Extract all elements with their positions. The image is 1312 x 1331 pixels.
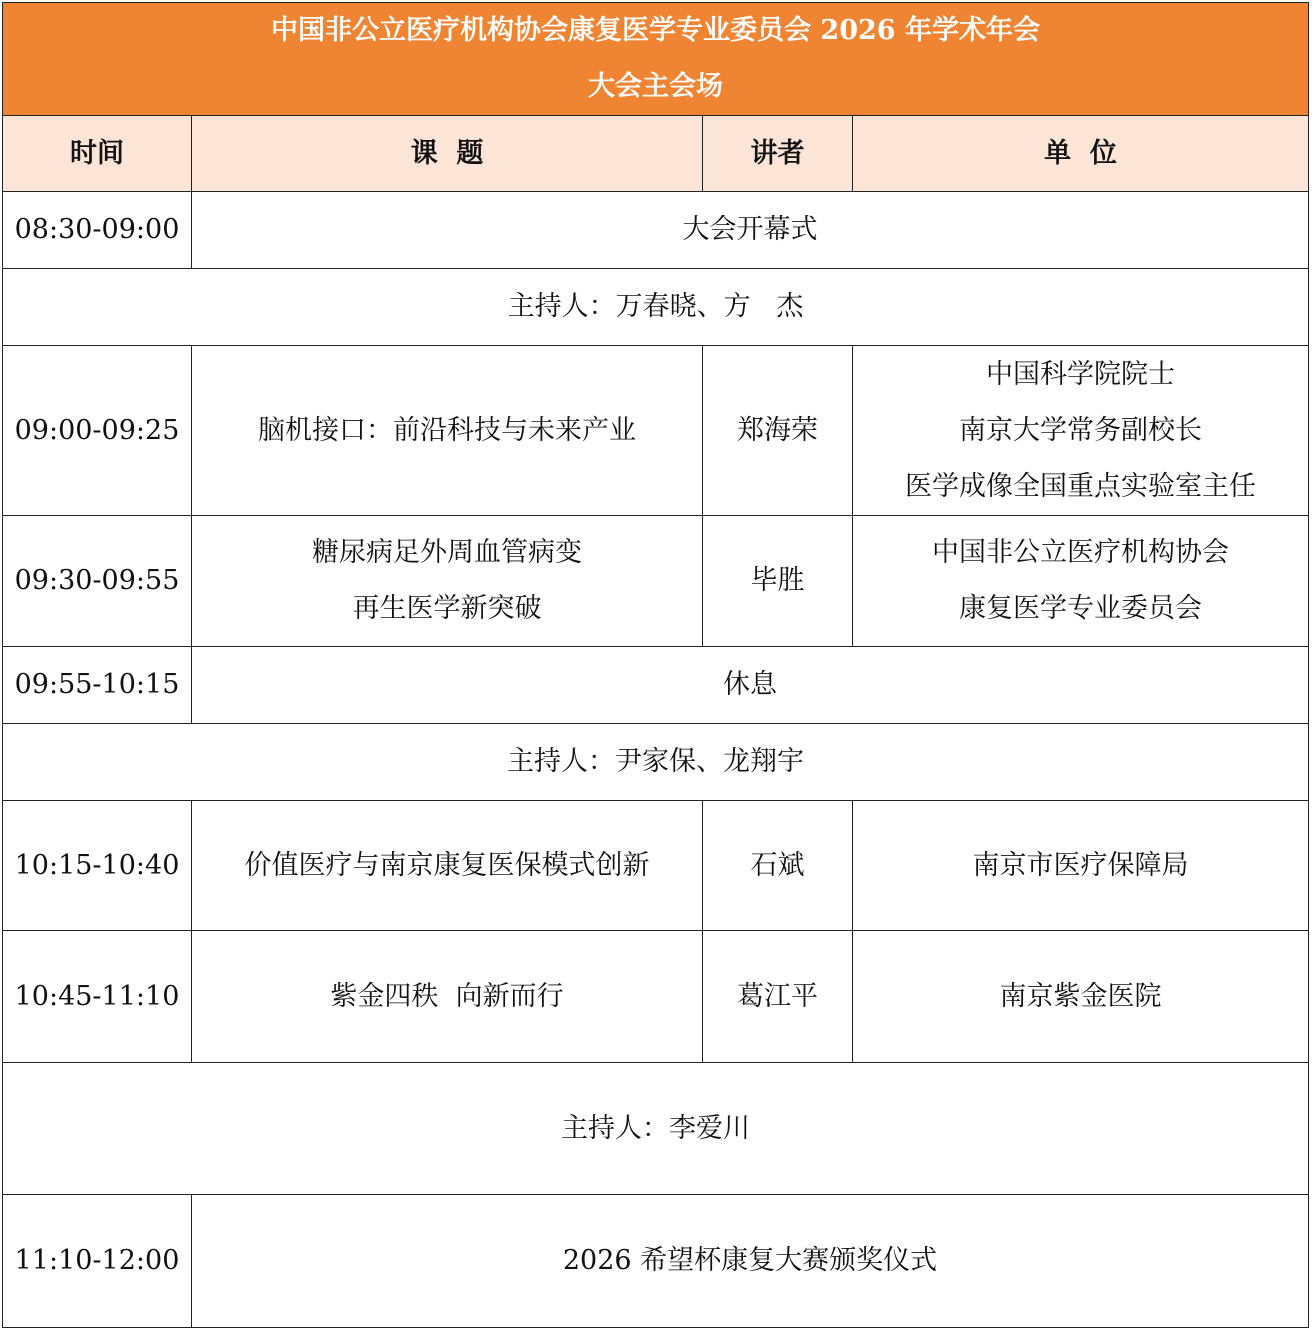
table-row <box>3 346 1309 516</box>
unit-cell: 南京市医疗保障局 <box>853 801 1309 931</box>
speaker-cell: 石斌 <box>703 801 853 931</box>
topic-cell: 紫金四秩 向新而行 <box>192 931 703 1063</box>
unit-cell <box>853 516 1309 647</box>
header-row <box>3 116 1309 192</box>
time-cell: 10:45-11:10 <box>3 931 192 1063</box>
table-row <box>3 931 1309 1063</box>
session-cell: 2026 希望杯康复大赛颁奖仪式 <box>192 1195 1309 1328</box>
header-unit: 单 位 <box>853 116 1309 192</box>
unit-line: 康复医学专业委员会 <box>959 593 1202 624</box>
unit-line: 南京大学常务副校长 <box>959 414 1202 446</box>
time-cell: 09:00-09:25 <box>3 346 192 516</box>
unit-cell: 南京紫金医院 <box>853 931 1309 1063</box>
table-row <box>3 801 1309 931</box>
table-row <box>3 647 1309 724</box>
header-topic: 课 题 <box>192 116 703 192</box>
host-row <box>3 724 1309 801</box>
time-cell: 08:30-09:00 <box>3 192 192 269</box>
schedule-title <box>3 3 1309 116</box>
schedule-table <box>2 2 1309 1328</box>
unit-line: 中国非公立医疗机构协会 <box>932 537 1229 568</box>
speaker-cell: 葛江平 <box>703 931 853 1063</box>
unit-cell <box>853 346 1309 516</box>
speaker-cell: 郑海荣 <box>703 346 853 516</box>
table-row <box>3 192 1309 269</box>
title-row <box>3 3 1309 116</box>
time-cell: 09:30-09:55 <box>3 516 192 647</box>
table-row <box>3 516 1309 647</box>
session-cell: 大会开幕式 <box>192 192 1309 269</box>
topic-cell: 价值医疗与南京康复医保模式创新 <box>192 801 703 931</box>
header-time: 时间 <box>3 116 192 192</box>
host-row <box>3 269 1309 346</box>
venue-title: 大会主会场 <box>588 71 723 102</box>
host-cell: 主持人：李爱川 <box>3 1063 1309 1195</box>
session-cell: 休息 <box>192 647 1309 724</box>
host-row <box>3 1063 1309 1195</box>
unit-line: 中国科学院院士 <box>986 358 1175 390</box>
header-speaker: 讲者 <box>703 116 853 192</box>
time-cell: 09:55-10:15 <box>3 647 192 724</box>
topic-line: 再生医学新突破 <box>352 593 542 624</box>
time-cell: 10:15-10:40 <box>3 801 192 931</box>
host-cell: 主持人：万春晓、方 杰 <box>3 269 1309 346</box>
speaker-cell: 毕胜 <box>703 516 853 647</box>
host-cell: 主持人：尹家保、龙翔宇 <box>3 724 1309 801</box>
table-row <box>3 1195 1309 1328</box>
topic-line: 糖尿病足外周血管病变 <box>312 537 582 568</box>
conference-title: 中国非公立医疗机构协会康复医学专业委员会 2026 年学术年会 <box>271 15 1040 46</box>
topic-cell <box>192 516 703 647</box>
topic-cell: 脑机接口：前沿科技与未来产业 <box>192 346 703 516</box>
unit-line: 医学成像全国重点实验室主任 <box>905 470 1256 502</box>
time-cell: 11:10-12:00 <box>3 1195 192 1328</box>
